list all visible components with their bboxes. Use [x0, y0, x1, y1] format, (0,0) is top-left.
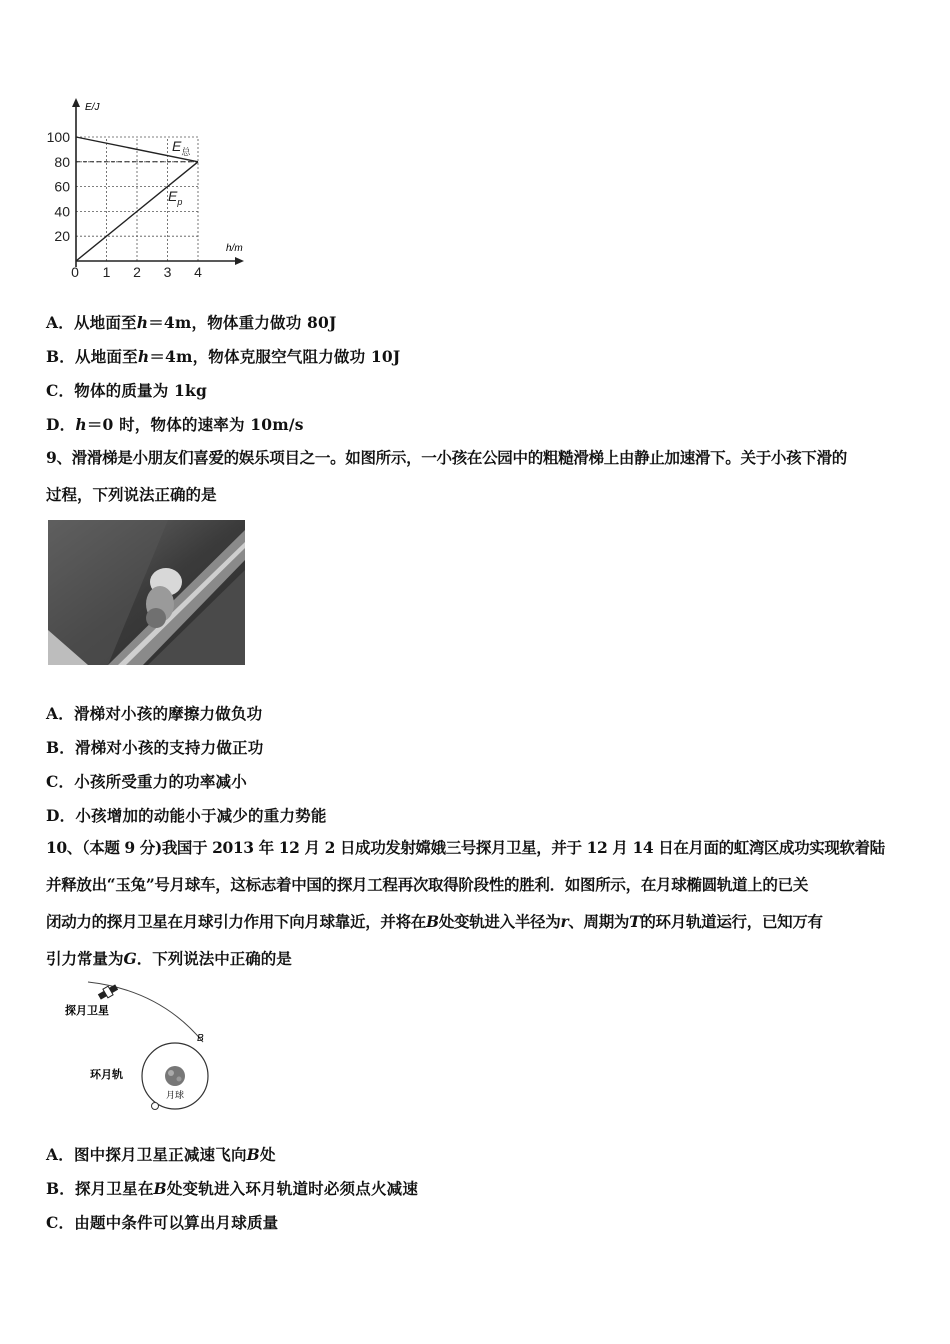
y-tick-label: 40	[54, 203, 70, 220]
x-axis-arrow	[235, 257, 244, 265]
satellite-label: 探月卫星	[65, 1005, 109, 1017]
x-tick-label: 1	[102, 264, 111, 280]
q9-option-b: B．滑梯对小孩的支持力做正功	[46, 738, 264, 757]
y-axis-arrow	[72, 98, 80, 107]
q8-option-c: C．物体的质量为 1kg	[46, 381, 208, 400]
point-b-label: B	[197, 1033, 204, 1044]
x-tick-label: 0	[71, 264, 79, 280]
q10-stem-line3: 闭动力的探月卫星在月球引力作用下向月球靠近，并将在B处变轨进入半径为r、周期为T的环月轨道运行，已知万有	[46, 912, 823, 931]
y-tick-label: 60	[54, 178, 70, 195]
q8-option-b: B．从地面至h＝4m，物体克服空气阻力做功 10J	[46, 347, 401, 366]
y-tick-label: 20	[54, 228, 70, 245]
label-e-total: $E_总$	[172, 138, 191, 157]
q10-stem	[46, 829, 908, 977]
slide-photo	[48, 520, 245, 665]
energy-height-chart	[40, 95, 250, 280]
q9-stem-line2: 过程，下列说法正确的是	[46, 485, 217, 504]
q9-option-a: A．滑梯对小孩的摩擦力做负功	[46, 704, 263, 723]
small-satellite-on-orbit	[152, 1103, 159, 1110]
q10-option-b: B．探月卫星在B处变轨进入环月轨道时必须点火减速	[46, 1179, 419, 1198]
y-tick-label: 80	[54, 153, 70, 170]
q8-option-a: A．从地面至h＝4m，物体重力做功 80J	[46, 313, 337, 332]
y-tick-labels	[47, 129, 71, 244]
q10-option-c: C．由题中条件可以算出月球质量	[46, 1213, 279, 1232]
orbit-label: 环月轨	[90, 1069, 123, 1081]
moon-label: 月球	[166, 1090, 185, 1100]
q10-stem-line2: 并释放出“玉兔”号月球车，这标志着中国的探月工程再次取得阶段性的胜利．如图所示，在月球椭圆轨道上的已关	[46, 875, 809, 894]
y-tick-label: 100	[46, 129, 70, 145]
x-axis-unit: h/m	[226, 243, 243, 254]
q10-option-a: A．图中探月卫星正减速飞向B处	[46, 1145, 276, 1164]
q9-option-d: D．小孩增加的动能小于减少的重力势能	[46, 806, 327, 825]
moon	[165, 1066, 185, 1086]
label-ep: $E_p$	[168, 188, 183, 207]
q10-stem-line1: 10、（本题 9 分)我国于 2013 年 12 月 2 日成功发射嫦娥三号探月卫星，并于 12 月 14 日在月面的虹湾区成功实现软着陆	[46, 838, 885, 857]
q9-stem	[46, 439, 908, 513]
q8-option-d: D．h＝0 时，物体的速率为 10m/s	[46, 415, 304, 434]
y-axis-unit: E/J	[85, 102, 100, 113]
q9-option-c: C．小孩所受重力的功率减小	[46, 772, 247, 791]
x-tick-labels	[71, 264, 202, 280]
lunar-orbit-diagram	[60, 980, 230, 1120]
q10-stem-line4: 引力常量为G．下列说法中正确的是	[46, 949, 292, 968]
x-tick-label: 3	[163, 264, 172, 280]
x-tick-label: 2	[133, 264, 141, 280]
x-tick-label: 4	[194, 264, 202, 280]
q9-stem-line1: 9、滑滑梯是小朋友们喜爱的娱乐项目之一。如图所示，一小孩在公园中的粗糙滑梯上由静止加速滑下。关于小孩下滑的	[46, 448, 847, 467]
